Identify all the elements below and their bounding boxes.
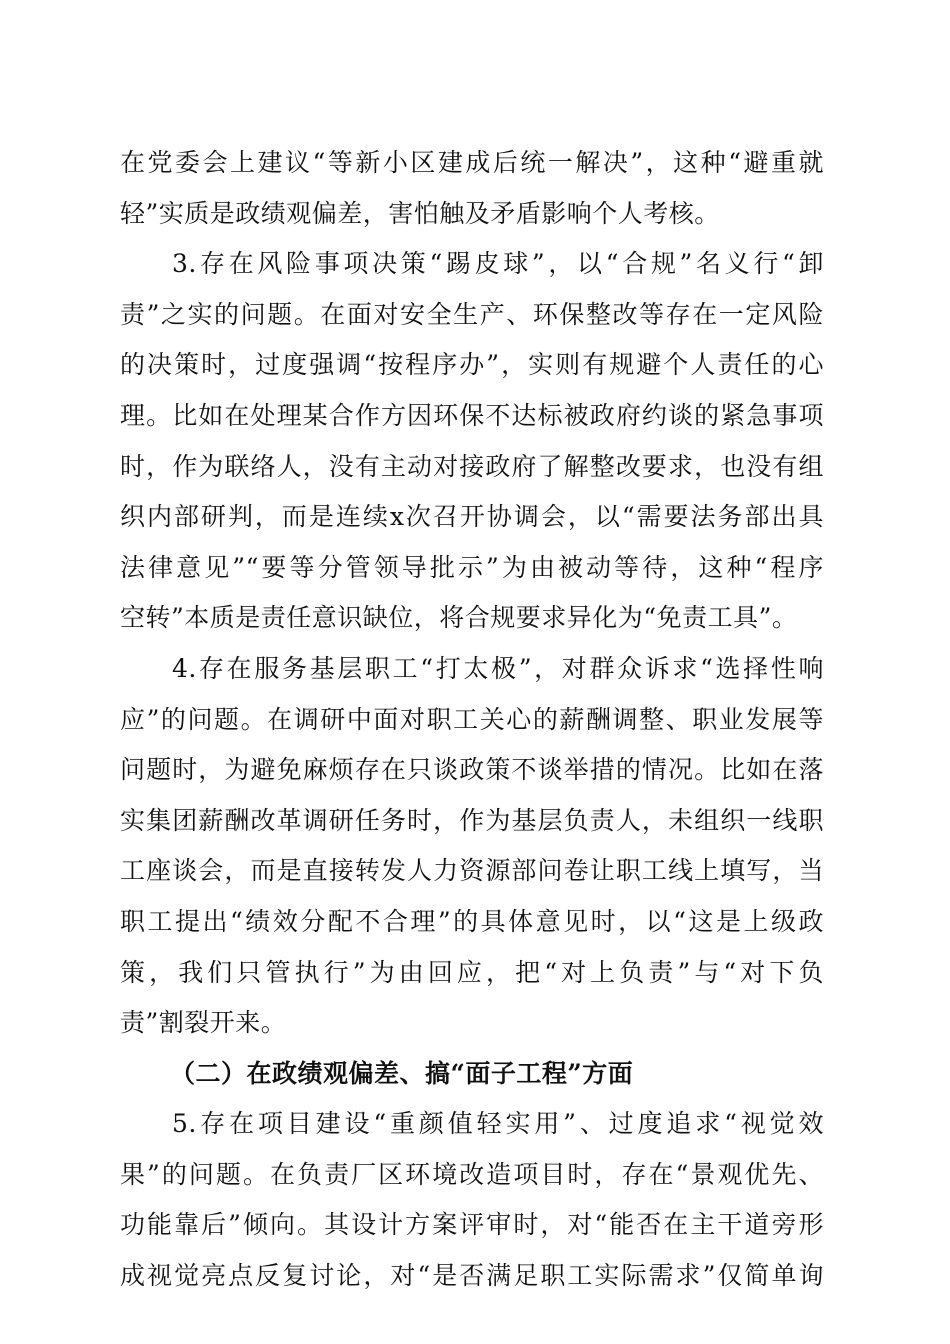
text-line: 时，作为联络人，没有主动对接政府了解整改要求，也没有组 (120, 451, 824, 481)
text-line: 实集团薪酬改革调研任务时，作为基层负责人，未组织一线职 (120, 805, 824, 835)
text-line: 在党委会上建议“等新小区建成后统一解决”，这种“避重就 (120, 148, 824, 177)
text-line: 应”的问题。在调研中面对职工关心的薪酬调整、职业发展等 (120, 704, 824, 734)
text-line: 的决策时，过度强调“按程序办”，实则有规避个人责任的心 (120, 350, 824, 380)
text-line: 成视觉亮点反复讨论，对“是否满足职工实际需求”仅简单询 (120, 1261, 824, 1291)
text-line: 责”割裂开来。 (120, 1008, 287, 1038)
text-line: 果”的问题。在负责厂区环境改造项目时，存在“景观优先、 (120, 1159, 824, 1189)
text-line: 法律意见”“要等分管领导批示”为由被动等待，这种“程序 (120, 552, 824, 582)
text-line: 轻”实质是政绩观偏差，害怕触及矛盾影响个人考核。 (120, 198, 720, 228)
document-body (120, 138, 824, 1302)
text-line: 策，我们只管执行”为由回应，把“对上负责”与“对下负 (120, 957, 825, 987)
text-line: 责”之实的问题。在面对安全生产、环保整改等存在一定风险 (120, 299, 824, 329)
text-line: 织内部研判，而是连续x次召开协调会，以“需要法务部出具 (120, 502, 824, 532)
paragraph-start-line: 4.存在服务基层职工“打太极”，对群众诉求“选择性响 (172, 653, 824, 683)
text-line: 理。比如在处理某合作方因环保不达标被政府约谈的紧急事项 (120, 400, 824, 430)
paragraph-start-line: 3.存在风险事项决策“踢皮球”，以“合规”名义行“卸 (172, 249, 824, 279)
text-line: 空转”本质是责任意识缺位，将合规要求异化为“免责工具”。 (120, 603, 798, 633)
text-line: 问题时，为避免麻烦存在只谈政策不谈举措的情况。比如在落 (120, 755, 824, 785)
text-line: 职工提出“绩效分配不合理”的具体意见时，以“这是上级政 (120, 906, 824, 936)
paragraph-start-line: 5.存在项目建设“重颜值轻实用”、过度追求“视觉效 (172, 1109, 824, 1139)
section-heading: （二）在政绩观偏差、搞“面子工程”方面 (170, 1058, 634, 1088)
text-line: 工座谈会，而是直接转发人力资源部问卷让职工线上填写，当 (120, 856, 824, 886)
text-line: 功能靠后”倾向。其设计方案评审时，对“能否在主干道旁形 (120, 1210, 824, 1240)
